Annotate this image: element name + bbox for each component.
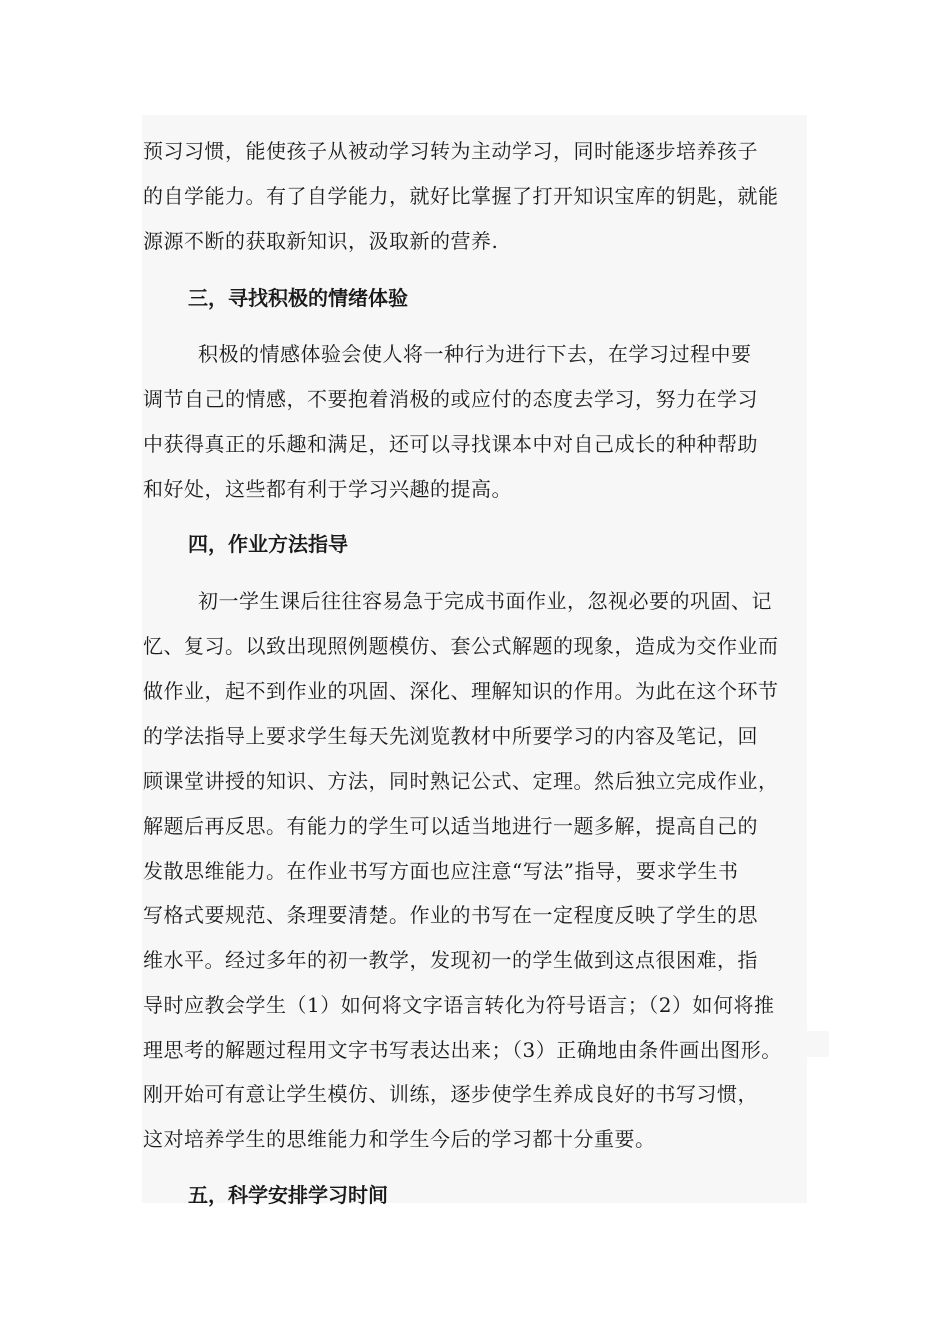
page-background-extension <box>807 1031 829 1057</box>
paragraph-line: 解题后再反思。有能力的学生可以适当地进行一题多解，提高自己的 <box>143 814 758 838</box>
paragraph-line: 导时应教会学生（1）如何将文字语言转化为符号语言；（2）如何将推 <box>143 993 775 1017</box>
section-heading-4: 四，作业方法指导 <box>188 532 348 556</box>
paragraph-line: 初一学生课后往往容易急于完成书面作业，忽视必要的巩固、记 <box>198 589 772 613</box>
paragraph-line: 的学法指导上要求学生每天先浏览教材中所要学习的内容及笔记，回 <box>143 724 758 748</box>
paragraph-line: 源源不断的获取新知识，汲取新的营养. <box>143 229 499 253</box>
paragraph-line: 顾课堂讲授的知识、方法，同时熟记公式、定理。然后独立完成作业， <box>143 769 779 793</box>
paragraph-line: 调节自己的情感，不要抱着消极的或应付的态度去学习，努力在学习 <box>143 387 758 411</box>
paragraph-line: 发散思维能力。在作业书写方面也应注意“写法”指导，要求学生书 <box>143 859 739 883</box>
paragraph-line: 和好处，这些都有利于学习兴趣的提高。 <box>143 477 512 501</box>
paragraph-line: 写格式要规范、条理要清楚。作业的书写在一定程度反映了学生的思 <box>143 903 758 927</box>
paragraph-line: 的自学能力。有了自学能力，就好比掌握了打开知识宝库的钥匙，就能 <box>143 184 779 208</box>
paragraph-line: 中获得真正的乐趣和满足，还可以寻找课本中对自己成长的种种帮助 <box>143 432 758 456</box>
paragraph-line: 刚开始可有意让学生模仿、训练，逐步使学生养成良好的书写习惯， <box>143 1082 758 1106</box>
paragraph-line: 理思考的解题过程用文字书写表达出来；（3）正确地由条件画出图形。 <box>143 1038 782 1062</box>
paragraph-line: 积极的情感体验会使人将一种行为进行下去，在学习过程中要 <box>198 342 752 366</box>
section-heading-5: 五，科学安排学习时间 <box>188 1183 388 1207</box>
paragraph-line: 预习习惯，能使孩子从被动学习转为主动学习，同时能逐步培养孩子 <box>143 139 758 163</box>
paragraph-line: 这对培养学生的思维能力和学生今后的学习都十分重要。 <box>143 1127 656 1151</box>
paragraph-line: 忆、复习。以致出现照例题模仿、套公式解题的现象，造成为交作业而 <box>143 634 779 658</box>
paragraph-line: 做作业，起不到作业的巩固、深化、理解知识的作用。为此在这个环节 <box>143 679 779 703</box>
paragraph-line: 维水平。经过多年的初一教学，发现初一的学生做到这点很困难，指 <box>143 948 758 972</box>
section-heading-3: 三，寻找积极的情绪体验 <box>188 286 408 310</box>
